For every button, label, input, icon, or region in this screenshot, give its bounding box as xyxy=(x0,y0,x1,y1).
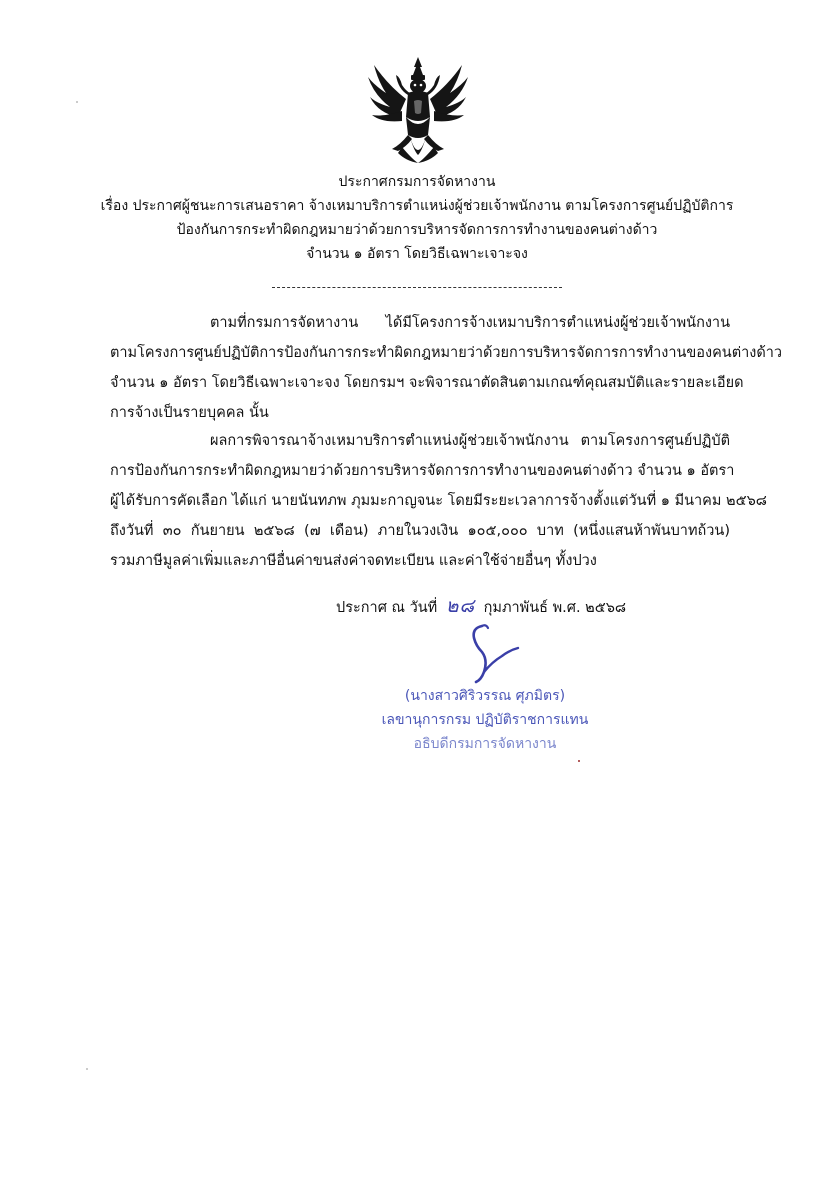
subject-line-1: เรื่อง ประกาศผู้ชนะการเสนอราคา จ้างเหมาบริการตำแหน่งผู้ช่วยเจ้าพนักงาน ตามโครงการศูนย์ปฏิบัติการ xyxy=(100,198,734,214)
signer-position: เลขานุการกรม ปฏิบัติราชการแทน xyxy=(381,712,589,728)
paragraph-1 xyxy=(110,308,783,428)
scan-speck xyxy=(76,101,78,103)
garuda-emblem-icon xyxy=(362,55,474,167)
paragraph-2-line: ถึงวันที่ ๓๐ กันยายน ๒๕๖๘ (๗ เดือน) ภายในวงเงิน ๑๐๕,๐๐๐ บาท (หนึ่งแสนห้าพันบาทถ้วน) xyxy=(110,523,730,539)
paragraph-1-line: ตามโครงการศูนย์ปฏิบัติการป้องกันการกระทำผิดกฎหมายว่าด้วยการบริหารจัดการการทำงานของคนต่างด้าว xyxy=(110,345,783,361)
paragraph-1-line: จำนวน ๑ อัตรา โดยวิธีเฉพาะเจาะจง โดยกรมฯ จะพิจารณาตัดสินตามเกณฑ์คุณสมบัติและรายละเอียด xyxy=(110,375,744,391)
date-prefix: ประกาศ ณ วันที่ xyxy=(336,600,438,616)
paragraph-2-line: ผลการพิจารณาจ้างเหมาบริการตำแหน่งผู้ช่วยเจ้าพนักงาน ตามโครงการศูนย์ปฏิบัติ xyxy=(210,433,730,449)
paragraph-1-line: การจ้างเป็นรายบุคคล นั้น xyxy=(110,405,269,421)
paragraph-2 xyxy=(110,426,767,576)
signer-block xyxy=(355,684,615,756)
paragraph-2-line: ผู้ได้รับการคัดเลือก ได้แก่ นายนันทภพ ภุมมะกาญจนะ โดยมีระยะเวลาการจ้างตั้งแต่วันที่ ๑ มีนาคม ๒๕๖๘ xyxy=(110,493,767,509)
header-divider xyxy=(272,287,562,288)
date-month-year: กุมภาพันธ์ พ.ศ. ๒๕๖๘ xyxy=(483,600,627,616)
announcement-date xyxy=(336,593,626,621)
subject-line-3: จำนวน ๑ อัตรา โดยวิธีเฉพาะเจาะจง xyxy=(306,246,528,262)
paragraph-2-line: การป้องกันการกระทำผิดกฎหมายว่าด้วยการบริหารจัดการการทำงานของคนต่างด้าว จำนวน ๑ อัตรา xyxy=(110,463,735,479)
scan-speck xyxy=(86,1068,88,1070)
document-title: ประกาศกรมการจัดหางาน xyxy=(338,174,496,190)
signer-name: (นางสาวศิริวรรณ ศุภมิตร) xyxy=(404,688,566,704)
announcement-header xyxy=(60,170,774,266)
handwritten-signature xyxy=(462,622,524,690)
signer-department: อธิบดีกรมการจัดหางาน xyxy=(413,736,557,752)
paragraph-1-line: ตามที่กรมการจัดหางาน ได้มีโครงการจ้างเหมาบริการตำแหน่งผู้ช่วยเจ้าพนักงาน xyxy=(210,315,730,331)
date-day-handwritten: ๒๘ xyxy=(445,595,475,617)
subject-line-2: ป้องกันการกระทำผิดกฎหมายว่าด้วยการบริหารจัดการการทำงานของคนต่างด้าว xyxy=(176,222,658,238)
paragraph-2-line: รวมภาษีมูลค่าเพิ่มและภาษีอื่นค่าขนส่งค่าจดทะเบียน และค่าใช้จ่ายอื่นๆ ทั้งปวง xyxy=(110,553,597,569)
scan-speck xyxy=(578,760,580,762)
